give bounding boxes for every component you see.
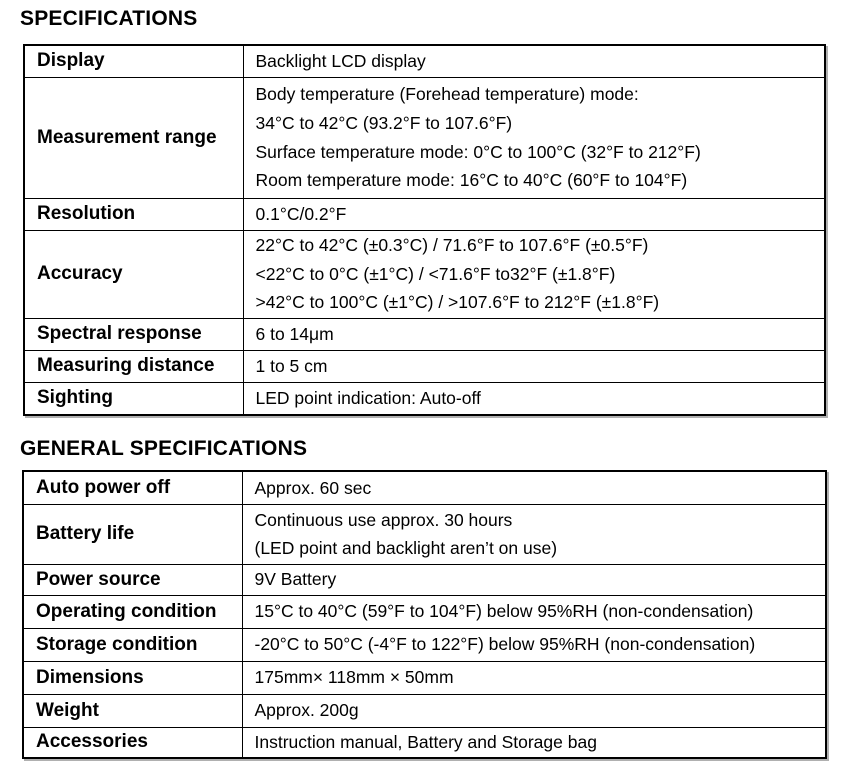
gen-label-dimensions: Dimensions bbox=[23, 661, 242, 694]
gen-value-storage-condition: -20°C to 50°C (-4°F to 122°F) below 95%RH (non-condensation) bbox=[242, 628, 826, 661]
specifications-heading: SPECIFICATIONS bbox=[20, 7, 198, 30]
spec-label-measuring-distance: Measuring distance bbox=[24, 350, 243, 382]
specifications-table bbox=[23, 44, 826, 416]
table-row bbox=[24, 350, 825, 382]
table-row bbox=[24, 230, 825, 318]
table-row bbox=[23, 595, 826, 628]
gen-value-auto-power-off: Approx. 60 sec bbox=[242, 471, 826, 504]
spec-label-display: Display bbox=[24, 45, 243, 77]
table-row bbox=[23, 564, 826, 595]
spec-value-accuracy: 22°C to 42°C (±0.3°C) / 71.6°F to 107.6°F (±0.5°F) <22°C to 0°C (±1°C) / <71.6°F to32°F (±1.8°F) >42°C to 100°C (±1°C) / >107.6°F to 212°F (±1.8°F) bbox=[243, 230, 825, 318]
table-row bbox=[23, 471, 826, 504]
spec-label-resolution: Resolution bbox=[24, 198, 243, 230]
spec-value-measurement-range: Body temperature (Forehead temperature) mode: 34°C to 42°C (93.2°F to 107.6°F) Surface temperature mode: 0°C to 100°C (32°F to 212°F) Room temperature mode: 16°C to 40°C (60°F to 104°F) bbox=[243, 77, 825, 198]
gen-label-storage-condition: Storage condition bbox=[23, 628, 242, 661]
general-specifications-table bbox=[22, 470, 827, 759]
spec-value-resolution: 0.1°C/0.2°F bbox=[243, 198, 825, 230]
gen-value-dimensions: 175mm× 118mm × 50mm bbox=[242, 661, 826, 694]
table-row bbox=[23, 504, 826, 564]
gen-label-auto-power-off: Auto power off bbox=[23, 471, 242, 504]
gen-label-power-source: Power source bbox=[23, 564, 242, 595]
table-row bbox=[23, 628, 826, 661]
gen-value-weight: Approx. 200g bbox=[242, 694, 826, 727]
gen-value-battery-life: Continuous use approx. 30 hours (LED point and backlight aren’t on use) bbox=[242, 504, 826, 564]
gen-value-operating-condition: 15°C to 40°C (59°F to 104°F) below 95%RH (non-condensation) bbox=[242, 595, 826, 628]
general-specifications-heading: GENERAL SPECIFICATIONS bbox=[20, 437, 308, 460]
table-row bbox=[23, 661, 826, 694]
spec-label-accuracy: Accuracy bbox=[24, 230, 243, 318]
gen-value-power-source: 9V Battery bbox=[242, 564, 826, 595]
gen-label-accessories: Accessories bbox=[23, 727, 242, 758]
table-row bbox=[24, 382, 825, 415]
spec-value-measuring-distance: 1 to 5 cm bbox=[243, 350, 825, 382]
spec-value-display: Backlight LCD display bbox=[243, 45, 825, 77]
spec-label-spectral-response: Spectral response bbox=[24, 318, 243, 350]
table-row bbox=[24, 198, 825, 230]
table-row bbox=[24, 77, 825, 198]
gen-label-operating-condition: Operating condition bbox=[23, 595, 242, 628]
gen-label-battery-life: Battery life bbox=[23, 504, 242, 564]
gen-label-weight: Weight bbox=[23, 694, 242, 727]
spec-label-measurement-range: Measurement range bbox=[24, 77, 243, 198]
spec-value-spectral-response: 6 to 14μm bbox=[243, 318, 825, 350]
table-row bbox=[23, 694, 826, 727]
table-row bbox=[24, 45, 825, 77]
table-row bbox=[23, 727, 826, 758]
table-row bbox=[24, 318, 825, 350]
spec-label-sighting: Sighting bbox=[24, 382, 243, 415]
spec-value-sighting: LED point indication: Auto-off bbox=[243, 382, 825, 415]
gen-value-accessories: Instruction manual, Battery and Storage bag bbox=[242, 727, 826, 758]
